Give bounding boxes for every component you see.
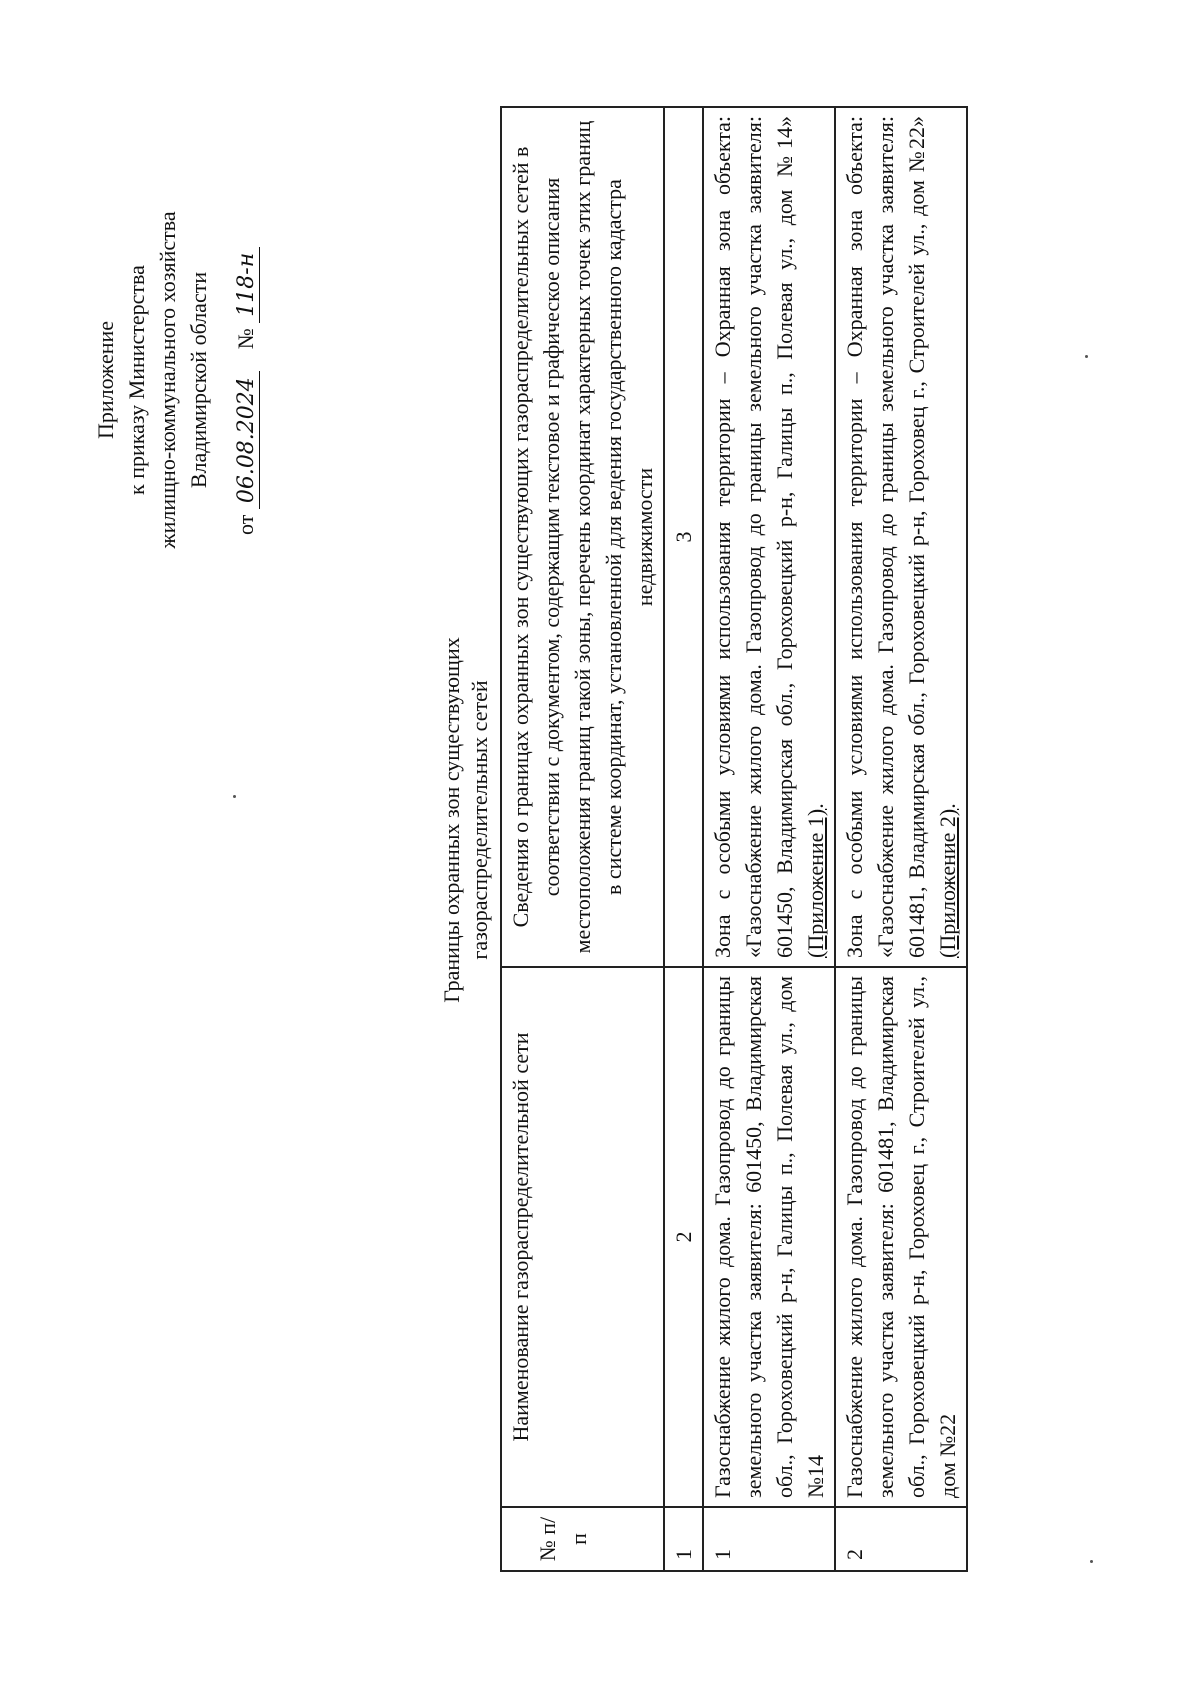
zone-info-end: .: [803, 803, 828, 809]
approval-line-1: Приложение: [93, 320, 118, 440]
scan-speck: [1090, 1560, 1093, 1563]
header-network-name: Наименование газораспределительной сети: [501, 967, 664, 1507]
network-name-cell: Газоснабжение жилого дома. Газопровод до границы земельного участка заявителя: 601450, Владимирская обл., Гороховецкий р-н, Галицы п., Полевая ул., дом №14: [703, 967, 835, 1507]
table-index-row: [664, 107, 703, 1571]
index-cell: 2: [664, 967, 703, 1507]
table-row: [703, 107, 835, 1571]
date-prefix: от: [233, 514, 258, 535]
scan-speck: [233, 795, 236, 798]
index-cell: 1: [664, 1507, 703, 1571]
zone-info-end: .: [935, 803, 960, 809]
protection-zones-table: [500, 106, 968, 1572]
handwritten-date: 06.08.2024: [235, 371, 260, 509]
title-line-2: газораспределительных сетей: [467, 680, 492, 960]
approval-block: [90, 130, 261, 630]
appendix-reference: (Приложение 1): [803, 808, 828, 958]
document-title: [438, 470, 494, 1170]
title-line-1: Границы охранных зон существующих: [439, 637, 464, 1003]
header-zone-info: Сведения о границах охранных зон существующих газораспределительных сетей в соответствии с документом, содержащим текстовое и графическое описания местоположения границ такой зоны, перечень координат характерных точек этих границ в системе координат, установленной для ведения государственного кадастра недвижимости: [501, 107, 664, 967]
document-page: [30, 60, 1160, 1650]
header-number: № п/п: [501, 1507, 664, 1571]
zone-info-cell: [835, 107, 967, 967]
index-cell: 3: [664, 107, 703, 967]
number-prefix: №: [233, 328, 258, 350]
network-name-cell: Газоснабжение жилого дома. Газопровод до границы земельного участка заявителя: 601481, Владимирская обл., Гороховецкий р-н, Гороховец г., Строителей ул., дом №22: [835, 967, 967, 1507]
scan-speck: [1085, 355, 1088, 358]
row-number: 2: [835, 1507, 967, 1571]
approval-date-line: [230, 130, 261, 630]
approval-line-4: Владимирской области: [186, 271, 211, 489]
appendix-reference: (Приложение 2): [935, 808, 960, 958]
table-header-row: [501, 107, 664, 1571]
approval-line-2: к приказу Министерства: [124, 265, 149, 495]
zone-info-text: Зона с особыми условиями использования территории – Охранная зона объекта: «Газоснабжение жилого дома. Газопровод до границы земельного участка заявителя: 601481, Владимирская обл., Гороховецкий р-н, Гороховец г., Строителей ул., дом №22»: [842, 116, 929, 958]
row-number: 1: [703, 1507, 835, 1571]
table-row: [835, 107, 967, 1571]
approval-line-3: жилищно-коммунального хозяйства: [155, 211, 180, 549]
handwritten-order-number: 118-н: [235, 247, 260, 323]
zone-info-text: Зона с особыми условиями использования территории – Охранная зона объекта: «Газоснабжение жилого дома. Газопровод до границы земельного участка заявителя: 601450, Владимирская обл., Гороховецкий р-н, Галицы п., Полевая ул., дом №14»: [710, 116, 797, 958]
zone-info-cell: [703, 107, 835, 967]
